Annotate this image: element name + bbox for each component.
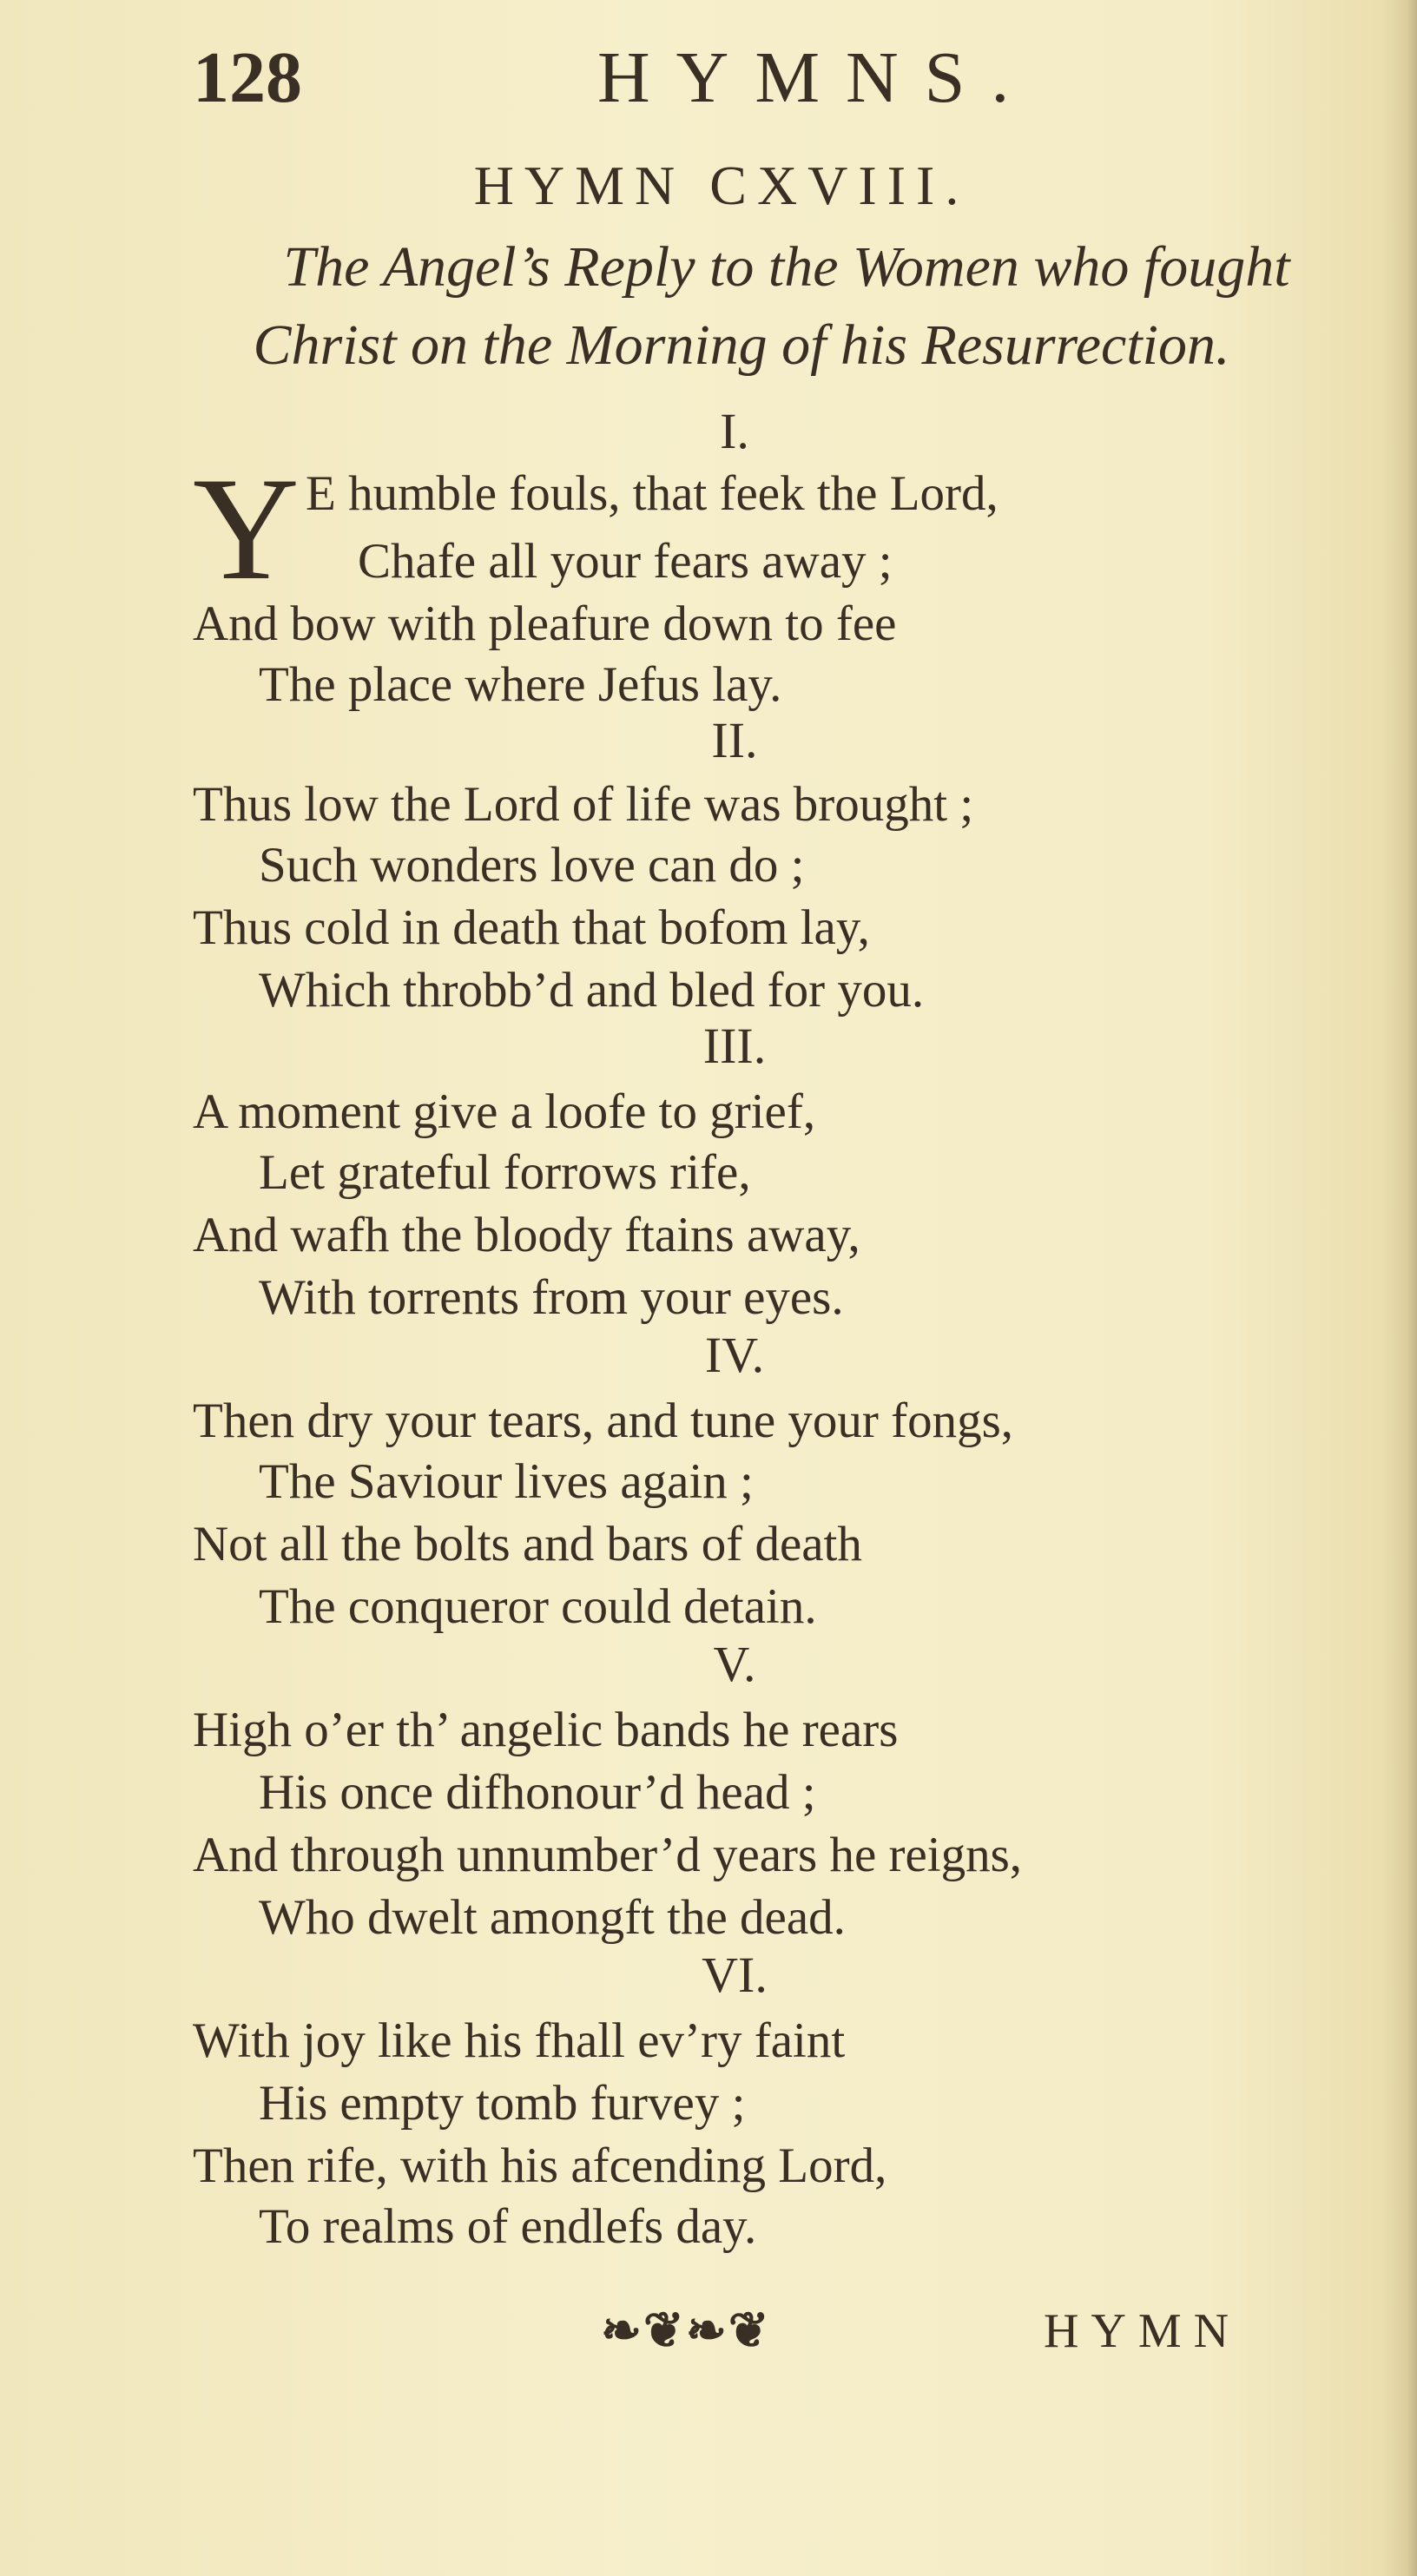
verse-line: High o’er th’ angelic bands he rears: [193, 1703, 899, 1757]
running-head: [193, 35, 1217, 130]
verse-line: With torrents from your eyes.: [259, 1270, 844, 1325]
verse-line: The conqueror could detain.: [259, 1579, 817, 1634]
verse-line: And bow with pleafure down to fee: [193, 596, 897, 651]
verse-line: And wafh the bloody ftains away,: [193, 1208, 860, 1262]
verse-line: Let grateful forrows rife,: [259, 1145, 751, 1200]
verse-line: Chafe all your fears away ;: [358, 534, 893, 589]
catchword: HYMN: [1044, 2304, 1242, 2358]
stanza-numeral: I.: [720, 403, 749, 459]
stanza-numeral: III.: [702, 1018, 767, 1074]
hymn-subtitle-line-1: The Angel’s Reply to the Women who fought: [283, 235, 1290, 299]
verse-line: Who dwelt amongft the dead.: [259, 1890, 846, 1945]
page-edge-shadow: [1382, 0, 1417, 2576]
verse-line: With joy like his fhall ev’ry faint: [193, 2013, 846, 2068]
stanza-numeral: II.: [711, 712, 758, 768]
verse-line: The place where Jefus lay.: [259, 657, 782, 712]
printers-ornament: ❧❦❧❦: [601, 2304, 771, 2358]
verse-line: Thus low the Lord of life was brought ;: [193, 777, 974, 832]
verse-line: Then rife, with his afcending Lord,: [193, 2138, 887, 2193]
hymn-title: HYMN CXVIII.: [473, 155, 970, 216]
verse-line: And through unnumber’d years he reigns,: [193, 1828, 1023, 1882]
verse-line: Not all the bolts and bars of death: [193, 1517, 862, 1571]
verse-line: Such wonders love can do ;: [259, 838, 805, 893]
drop-cap: Y: [193, 447, 300, 610]
stanza-numeral: V.: [713, 1636, 756, 1692]
verse-line: E humble fouls, that feek the Lord,: [306, 466, 998, 521]
verse-line: The Saviour lives again ;: [259, 1454, 754, 1509]
running-title: HYMNS.: [597, 37, 1036, 118]
verse-line: A moment give a loofe to grief,: [193, 1084, 816, 1139]
verse-line: Which throbb’d and bled for you.: [259, 963, 925, 1018]
stanza-numeral: VI.: [702, 1947, 768, 2003]
hymn-subtitle-line-2: Christ on the Morning of his Resurrection.: [253, 313, 1230, 377]
verse-line: Thus cold in death that bofom lay,: [193, 900, 870, 955]
verse-line: His empty tomb furvey ;: [259, 2076, 746, 2131]
stanza-numeral: IV.: [704, 1327, 765, 1383]
verse-line: Then dry your tears, and tune your fongs,: [193, 1393, 1014, 1448]
page-number: 128: [193, 37, 302, 118]
verse-line: To realms of endlefs day.: [259, 2199, 757, 2254]
verse-line: His once difhonour’d head ;: [259, 1765, 816, 1820]
